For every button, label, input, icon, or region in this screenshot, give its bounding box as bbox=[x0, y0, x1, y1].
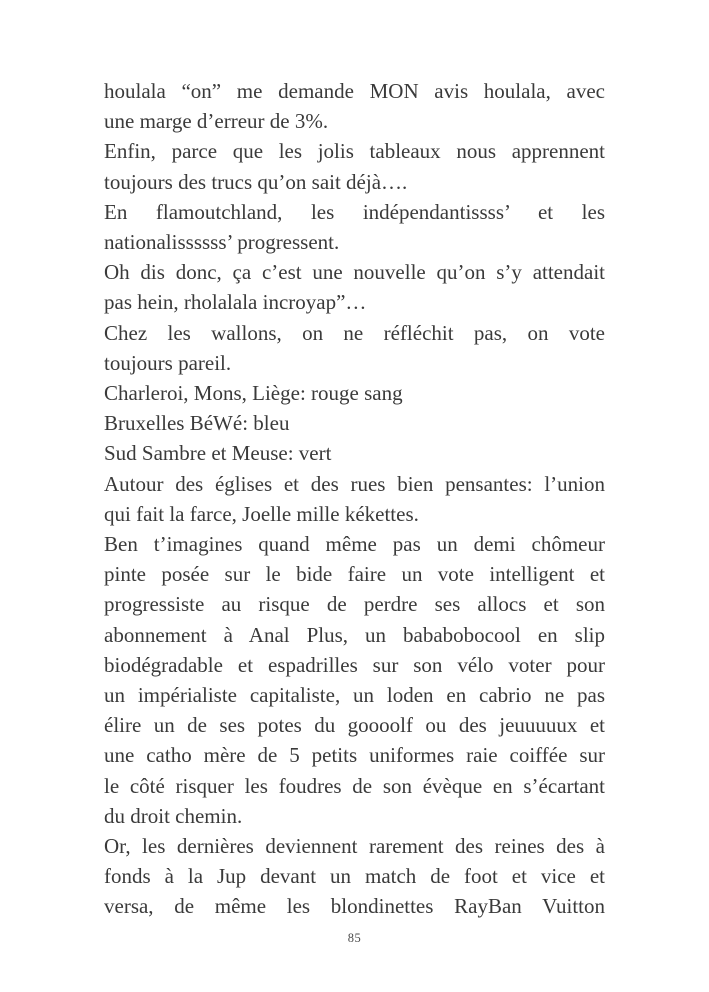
text-line: pinte posée sur le bide faire un vote intelligent et bbox=[104, 562, 605, 587]
text-line: Sud Sambre et Meuse: vert bbox=[104, 441, 332, 466]
text-line: Ben t’imagines quand même pas un demi chômeur bbox=[104, 532, 605, 557]
text-line: Enfin, parce que les jolis tableaux nous apprennent bbox=[104, 139, 605, 164]
text-line: Chez les wallons, on ne réfléchit pas, on vote bbox=[104, 320, 605, 345]
text-line: versa, de même les blondinettes RayBan Vuitton bbox=[104, 894, 605, 919]
text-line: En flamoutchland, les indépendantissss’ et les bbox=[104, 199, 605, 224]
page-number: 85 bbox=[347, 931, 362, 945]
text-line: biodégradable et espadrilles sur son vélo voter pour bbox=[104, 652, 605, 677]
text-line: toujours pareil. bbox=[104, 350, 232, 375]
text-line: du droit chemin. bbox=[104, 803, 243, 828]
text-line: fonds à la Jup devant un match de foot et vice et bbox=[104, 864, 605, 889]
text-line: houlala “on” me demande MON avis houlala, avec bbox=[104, 79, 605, 103]
text-line: Oh dis donc, ça c’est une nouvelle qu’on s’y attendait bbox=[104, 260, 605, 285]
text-line: pas hein, rholalala incroyap”… bbox=[104, 290, 367, 315]
text-line: Or, les dernières deviennent rarement des reines des à bbox=[104, 834, 605, 859]
text-block bbox=[104, 76, 605, 922]
text-line: le côté risquer les foudres de son évèque en s’écartant bbox=[104, 773, 605, 798]
text-line: un impérialiste capitaliste, un loden en cabrio ne pas bbox=[104, 683, 605, 708]
text-line: une catho mère de 5 petits uniformes raie coiffée sur bbox=[104, 743, 605, 768]
text-line: progressiste au risque de perdre ses allocs et son bbox=[104, 592, 605, 617]
text-line: qui fait la farce, Joelle mille kékettes. bbox=[104, 501, 419, 526]
text-line: toujours des trucs qu’on sait déjà…. bbox=[104, 169, 408, 194]
text-line: nationalissssss’ progressent. bbox=[104, 230, 340, 255]
text-line: abonnement à Anal Plus, un bababobocool en slip bbox=[104, 622, 605, 647]
text-line: élire un de ses potes du goooolf ou des jeuuuuux et bbox=[104, 713, 605, 738]
text-line: une marge d’erreur de 3%. bbox=[104, 109, 329, 134]
text-line: Charleroi, Mons, Liège: rouge sang bbox=[104, 381, 403, 406]
text-line: Bruxelles BéWé: bleu bbox=[104, 411, 290, 436]
text-line: Autour des églises et des rues bien pensantes: l’union bbox=[104, 471, 605, 496]
